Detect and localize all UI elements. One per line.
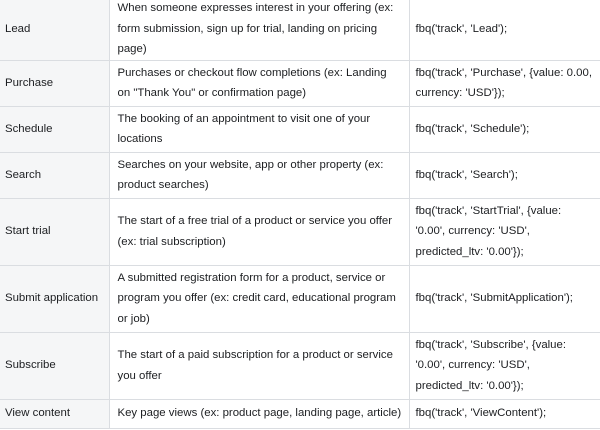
event-name-cell: Schedule	[0, 106, 109, 152]
table-row	[0, 152, 600, 198]
table-row	[0, 332, 600, 399]
event-name-cell: Start trial	[0, 198, 109, 265]
event-description-cell: A submitted registration form for a product, service or program you offer (ex: credit card, educational program or job)	[109, 265, 409, 332]
table-row	[0, 0, 600, 60]
event-description-cell: Key page views (ex: product page, landing page, article)	[109, 399, 409, 428]
event-name-cell: Purchase	[0, 60, 109, 106]
event-code-cell: fbq('track', 'Search');	[409, 152, 600, 198]
event-code-cell: fbq('track', 'Lead');	[409, 0, 600, 60]
event-name-cell: Submit application	[0, 265, 109, 332]
event-description-cell: Searches on your website, app or other property (ex: product searches)	[109, 152, 409, 198]
event-description-cell: The start of a free trial of a product or service you offer (ex: trial subscription)	[109, 198, 409, 265]
event-code-cell: fbq('track', 'Purchase', {value: 0.00, currency: 'USD'});	[409, 60, 600, 106]
event-code-cell: fbq('track', 'StartTrial', {value: '0.00', currency: 'USD', predicted_ltv: '0.00'});	[409, 198, 600, 265]
event-code-cell: fbq('track', 'ViewContent');	[409, 399, 600, 428]
table-row	[0, 60, 600, 106]
event-description-cell: The start of a paid subscription for a product or service you offer	[109, 332, 409, 399]
event-code-cell: fbq('track', 'SubmitApplication');	[409, 265, 600, 332]
table-row	[0, 399, 600, 428]
event-name-cell: Search	[0, 152, 109, 198]
table-row	[0, 265, 600, 332]
event-name-cell: Subscribe	[0, 332, 109, 399]
event-description-cell: When someone expresses interest in your offering (ex: form submission, sign up for trial, landing on pricing page)	[109, 0, 409, 60]
table-row	[0, 106, 600, 152]
table-row	[0, 198, 600, 265]
event-description-cell: The booking of an appointment to visit one of your locations	[109, 106, 409, 152]
event-description-cell: Purchases or checkout flow completions (ex: Landing on "Thank You" or confirmation page)	[109, 60, 409, 106]
event-name-cell: Lead	[0, 0, 109, 60]
event-name-cell: View content	[0, 399, 109, 428]
event-code-cell: fbq('track', 'Schedule');	[409, 106, 600, 152]
event-code-cell: fbq('track', 'Subscribe', {value: '0.00', currency: 'USD', predicted_ltv: '0.00'});	[409, 332, 600, 399]
